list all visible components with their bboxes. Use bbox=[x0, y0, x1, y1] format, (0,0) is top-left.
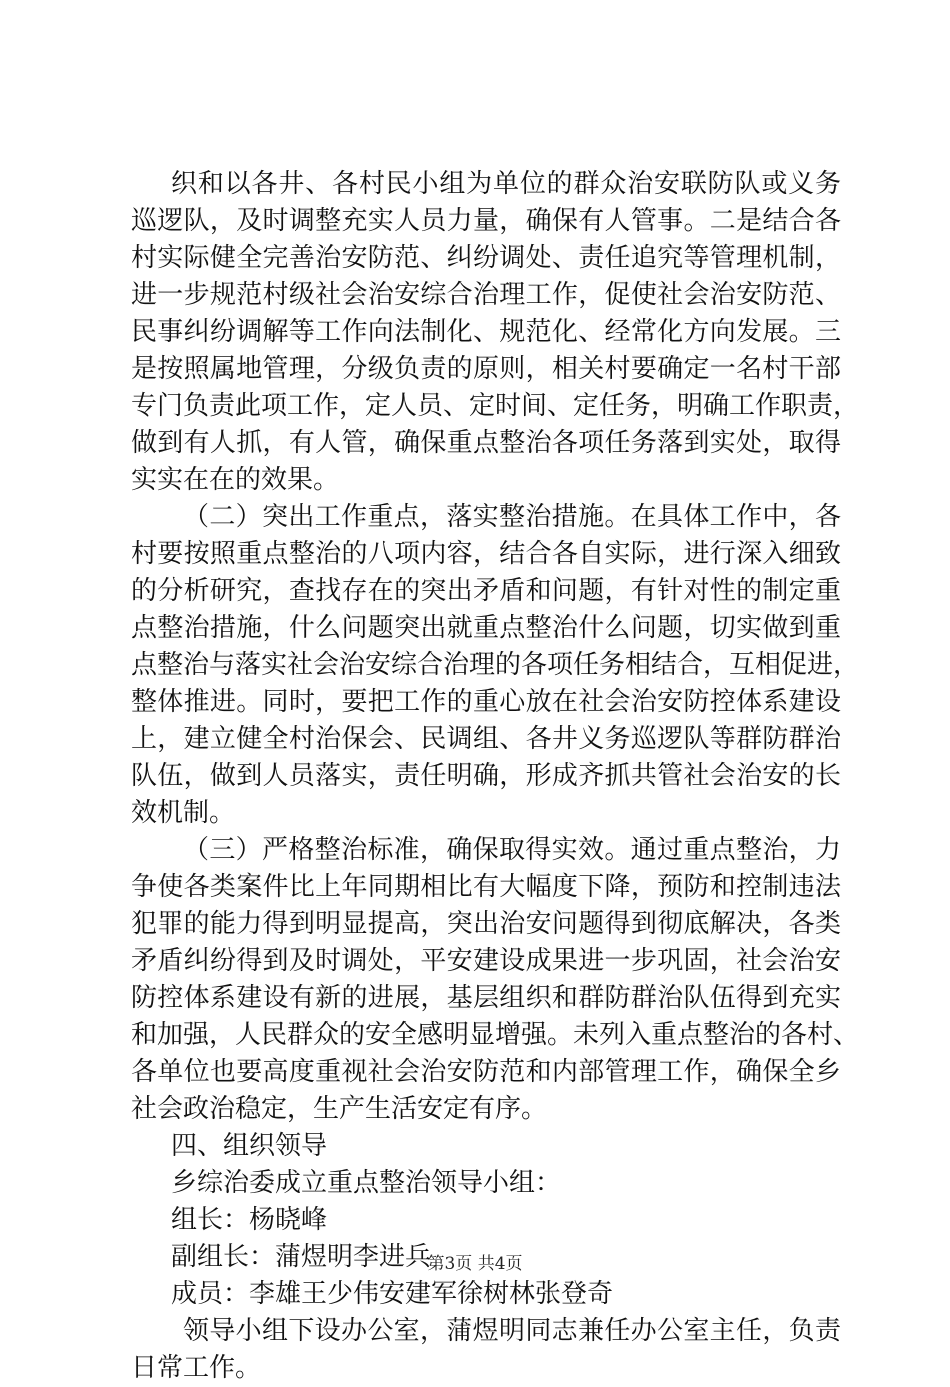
text-line: 村实际健全完善治安防范、纠纷调处、责任追究等管理机制， bbox=[131, 243, 841, 273]
text-line: 进一步规范村级社会治安综合治理工作，促使社会治安防范、 bbox=[131, 280, 841, 310]
text-line: 的分析研究，查找存在的突出矛盾和问题，有针对性的制定重 bbox=[131, 576, 841, 606]
text-line: 防控体系建设有新的进展，基层组织和群防群治队伍得到充实 bbox=[131, 983, 841, 1013]
text-line: 织和以各井、各村民小组为单位的群众治安联防队或义务 bbox=[171, 169, 841, 199]
text-line: 上，建立健全村治保会、民调组、各井义务巡逻队等群防群治 bbox=[131, 724, 841, 754]
text-line: 组长：杨晓峰 bbox=[171, 1205, 328, 1235]
text-line: 争使各类案件比上年同期相比有大幅度下降，预防和控制违法 bbox=[131, 872, 841, 902]
text-line: 实实在在的效果。 bbox=[131, 465, 340, 495]
text-line: 点整治与落实社会治安综合治理的各项任务相结合，互相促进， bbox=[131, 650, 860, 680]
text-line: 效机制。 bbox=[131, 798, 236, 828]
text-line: 村要按照重点整治的八项内容，结合各自实际，进行深入细致 bbox=[131, 539, 841, 569]
text-line: （三）严格整治标准，确保取得实效。通过重点整治，力 bbox=[183, 835, 841, 865]
text-line: 是按照属地管理，分级负责的原则，相关村要确定一名村干部 bbox=[131, 354, 841, 384]
text-line: 副组长：蒲煜明李进兵 bbox=[171, 1242, 432, 1272]
text-line: 整体推进。同时，要把工作的重心放在社会治安防控体系建设 bbox=[131, 687, 841, 717]
text-line: 成员：李雄王少伟安建军徐树林张登奇 bbox=[171, 1279, 614, 1309]
text-line: 民事纠纷调解等工作向法制化、规范化、经常化方向发展。三 bbox=[131, 317, 841, 347]
text-line: 做到有人抓，有人管，确保重点整治各项任务落到实处，取得 bbox=[131, 428, 841, 458]
text-line: 点整治措施，什么问题突出就重点整治什么问题，切实做到重 bbox=[131, 613, 841, 643]
text-line: 和加强，人民群众的安全感明显增强。未列入重点整治的各村、 bbox=[131, 1020, 860, 1050]
page-footer: 第3页 共4页 bbox=[427, 1254, 523, 1274]
text-line: 社会政治稳定，生产生活安定有序。 bbox=[131, 1094, 548, 1124]
text-line: （二）突出工作重点，落实整治措施。在具体工作中，各 bbox=[183, 502, 841, 532]
text-line: 矛盾纠纷得到及时调处，平安建设成果进一步巩固，社会治安 bbox=[131, 946, 841, 976]
text-line: 专门负责此项工作，定人员、定时间、定任务，明确工作职责， bbox=[131, 391, 860, 421]
text-line: 领导小组下设办公室，蒲煜明同志兼任办公室主任，负责 bbox=[183, 1316, 841, 1346]
text-line: 日常工作。 bbox=[131, 1353, 262, 1383]
text-line: 四、组织领导 bbox=[171, 1131, 328, 1161]
document-body bbox=[131, 166, 860, 1387]
text-line: 各单位也要高度重视社会治安防范和内部管理工作，确保全乡 bbox=[131, 1057, 841, 1087]
text-line: 巡逻队，及时调整充实人员力量，确保有人管事。二是结合各 bbox=[131, 206, 841, 236]
text-line: 犯罪的能力得到明显提高，突出治安问题得到彻底解决，各类 bbox=[131, 909, 841, 939]
text-line: 队伍，做到人员落实，责任明确，形成齐抓共管社会治安的长 bbox=[131, 761, 841, 791]
text-line: 乡综治委成立重点整治领导小组： bbox=[171, 1168, 562, 1198]
